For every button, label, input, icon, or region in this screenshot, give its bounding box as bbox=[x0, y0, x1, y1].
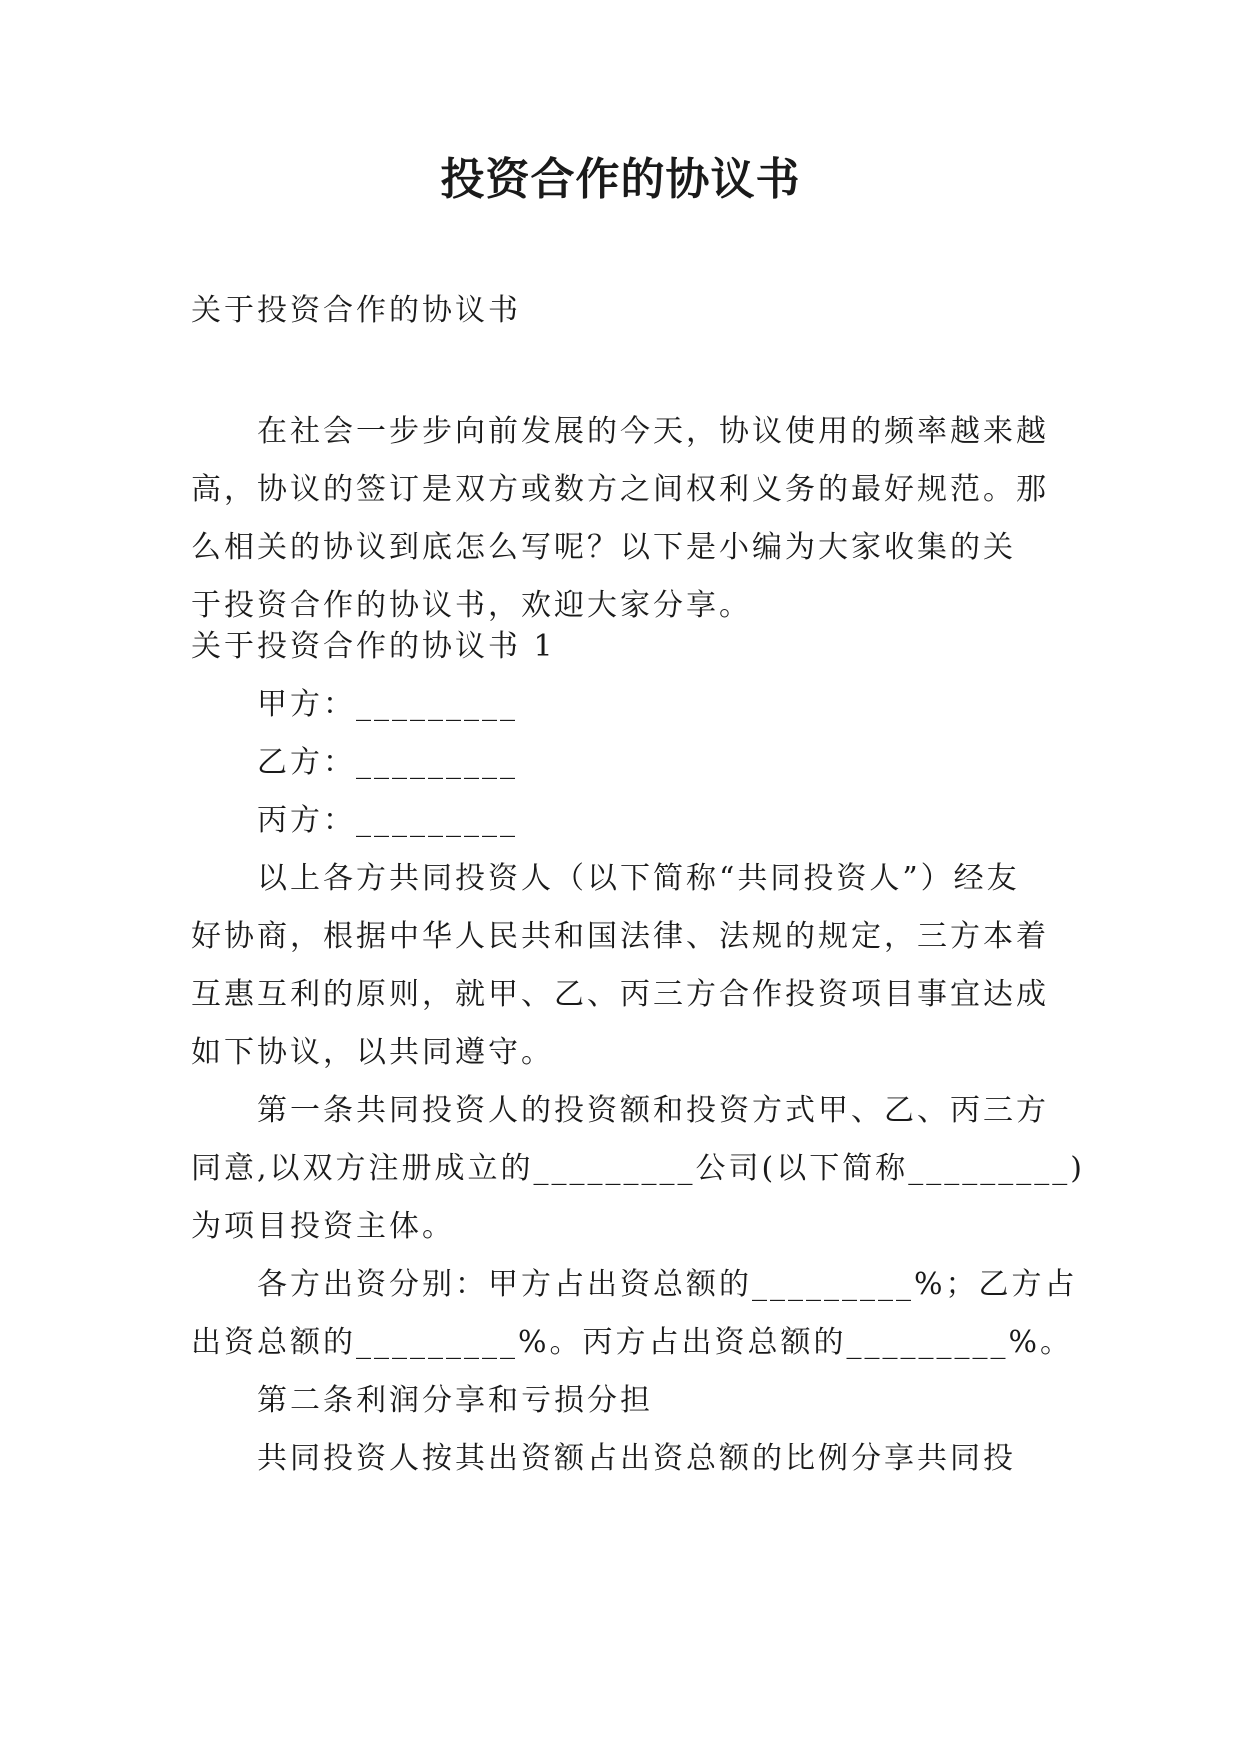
article-1-line: 第一条共同投资人的投资额和投资方式甲、乙、丙三方 bbox=[257, 1093, 1049, 1128]
document-subtitle bbox=[191, 282, 1049, 340]
intro-line: 高，协议的签订是双方或数方之间权利义务的最好规范。那 bbox=[191, 472, 1049, 507]
agreement-paragraph-line: 以上各方共同投资人（以下简称“共同投资人”）经友 bbox=[257, 861, 1020, 896]
intro-paragraph bbox=[191, 403, 1049, 635]
party-b-line: 乙方：_________ bbox=[257, 745, 518, 780]
section-1 bbox=[191, 618, 1085, 1488]
section-heading: 关于投资合作的协议书 1 bbox=[191, 629, 556, 664]
agreement-paragraph-line: 如下协议，以共同遵守。 bbox=[191, 1035, 554, 1070]
article-1-line: 为项目投资主体。 bbox=[191, 1209, 455, 1244]
subtitle-text: 关于投资合作的协议书 bbox=[191, 293, 521, 328]
document-title: 投资合作的协议书 bbox=[440, 154, 801, 205]
intro-line: 于投资合作的协议书，欢迎大家分享。 bbox=[191, 588, 752, 623]
intro-line: 在社会一步步向前发展的今天，协议使用的频率越来越 bbox=[257, 414, 1049, 449]
contribution-line: 出资总额的_________%。丙方占出资总额的_________%。 bbox=[191, 1325, 1074, 1360]
party-c-line: 丙方：_________ bbox=[257, 803, 518, 838]
intro-line: 么相关的协议到底怎么写呢？以下是小编为大家收集的关 bbox=[191, 530, 1016, 565]
contribution-line: 各方出资分别：甲方占出资总额的_________%；乙方占 bbox=[257, 1267, 1078, 1302]
article-2-line: 共同投资人按其出资额占出资总额的比例分享共同投 bbox=[257, 1441, 1016, 1476]
article-2-heading: 第二条利润分享和亏损分担 bbox=[257, 1383, 653, 1418]
party-a-line: 甲方：_________ bbox=[257, 687, 518, 722]
article-1-line: 同意,以双方注册成立的_________公司(以下简称_________) bbox=[191, 1151, 1085, 1186]
agreement-paragraph-line: 互惠互利的原则，就甲、乙、丙三方合作投资项目事宜达成 bbox=[191, 977, 1049, 1012]
agreement-paragraph-line: 好协商，根据中华人民共和国法律、法规的规定，三方本着 bbox=[191, 919, 1049, 954]
